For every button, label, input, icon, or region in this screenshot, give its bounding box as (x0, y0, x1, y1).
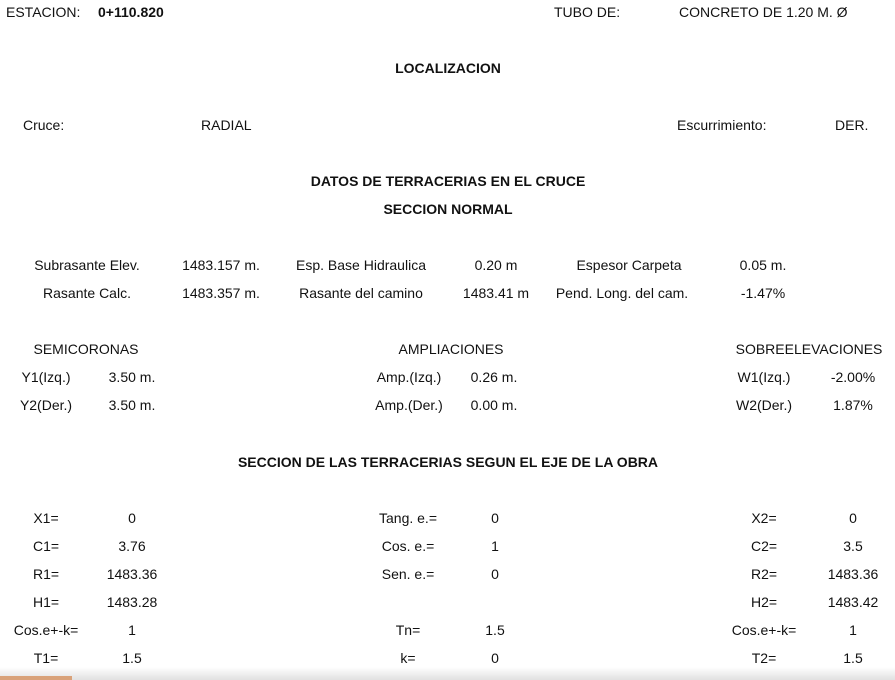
estacion-label: ESTACION: (6, 4, 81, 20)
base-hidraulica-value: 0.20 m (474, 257, 518, 273)
estacion-value: 0+110.820 (98, 4, 164, 20)
cos-e-value: 1 (491, 538, 499, 554)
cos-e-label: Cos. e.= (381, 538, 435, 554)
rasante-calc-value: 1483.357 m. (182, 285, 260, 301)
y1-label: Y1(Izq.) (21, 369, 71, 385)
localizacion-title: LOCALIZACION (395, 60, 501, 76)
espesor-carpeta-value: 0.05 m. (739, 257, 787, 273)
y2-value: 3.50 m. (108, 397, 156, 413)
amp-der-label: Amp.(Der.) (375, 397, 443, 413)
rasante-camino-value: 1483.41 m (462, 285, 530, 301)
x2-label: X2= (751, 510, 777, 526)
pend-long-value: -1.47% (740, 285, 786, 301)
semicoronas-title: SEMICORONAS (33, 341, 139, 357)
cos-ek2-label: Cos.e+-k= (731, 622, 797, 638)
ampliaciones-title: AMPLIACIONES (398, 341, 504, 357)
tubo-label: TUBO DE: (554, 4, 621, 20)
tn-label: Tn= (395, 622, 421, 638)
r1-label: R1= (32, 566, 60, 582)
y1-value: 3.50 m. (108, 369, 156, 385)
c1-value: 3.76 (118, 538, 146, 554)
page-bottom-accent (0, 676, 72, 680)
escurrimiento-value: DER. (835, 117, 869, 133)
tn-value: 1.5 (485, 622, 505, 638)
c1-label: C1= (32, 538, 60, 554)
cos-ek2-value: 1 (849, 622, 857, 638)
x1-value: 0 (128, 510, 136, 526)
w1-value: -2.00% (830, 369, 876, 385)
r1-value: 1483.36 (106, 566, 158, 582)
escurrimiento-label: Escurrimiento: (677, 117, 767, 133)
tang-e-value: 0 (491, 510, 499, 526)
w2-label: W2(Der.) (736, 397, 792, 413)
h2-label: H2= (750, 594, 778, 610)
t1-label: T1= (33, 650, 59, 666)
cruce-label: Cruce: (23, 117, 65, 133)
h1-label: H1= (32, 594, 60, 610)
espesor-carpeta-label: Espesor Carpeta (576, 257, 682, 273)
tang-e-label: Tang. e.= (379, 510, 437, 526)
rasante-camino-label: Rasante del camino (299, 285, 423, 301)
pend-long-label: Pend. Long. del cam. (555, 285, 689, 301)
page-bottom-shadow (0, 667, 895, 680)
t2-value: 1.5 (843, 650, 863, 666)
terracerias-title: DATOS DE TERRACERIAS EN EL CRUCE (310, 173, 586, 189)
cruce-value: RADIAL (201, 117, 252, 133)
amp-izq-label: Amp.(Izq.) (376, 369, 442, 385)
rasante-calc-label: Rasante Calc. (43, 285, 131, 301)
h2-value: 1483.42 (827, 594, 879, 610)
cos-ek1-label: Cos.e+-k= (13, 622, 79, 638)
tubo-value: CONCRETO DE 1.20 M. Ø (679, 4, 848, 20)
subrasante-label: Subrasante Elev. (34, 257, 140, 273)
k-value: 0 (491, 650, 499, 666)
seccion-normal-title: SECCION NORMAL (383, 201, 513, 217)
y2-label: Y2(Der.) (19, 397, 73, 413)
sen-e-label: Sen. e.= (381, 566, 435, 582)
subrasante-value: 1483.157 m. (182, 257, 260, 273)
w2-value: 1.87% (833, 397, 873, 413)
c2-value: 3.5 (843, 538, 863, 554)
sen-e-value: 0 (491, 566, 499, 582)
r2-value: 1483.36 (827, 566, 879, 582)
x2-value: 0 (849, 510, 857, 526)
x1-label: X1= (33, 510, 59, 526)
amp-der-value: 0.00 m. (470, 397, 518, 413)
h1-value: 1483.28 (106, 594, 158, 610)
cos-ek1-value: 1 (128, 622, 136, 638)
w1-label: W1(Izq.) (737, 369, 791, 385)
t1-value: 1.5 (122, 650, 142, 666)
sobreelevaciones-title: SOBREELEVACIONES (735, 341, 883, 357)
amp-izq-value: 0.26 m. (470, 369, 518, 385)
seccion-eje-title: SECCION DE LAS TERRACERIAS SEGUN EL EJE DE LA OBRA (237, 454, 659, 470)
k-label: k= (400, 650, 416, 666)
r2-label: R2= (750, 566, 778, 582)
base-hidraulica-label: Esp. Base Hidraulica (296, 257, 426, 273)
c2-label: C2= (750, 538, 778, 554)
t2-label: T2= (751, 650, 777, 666)
